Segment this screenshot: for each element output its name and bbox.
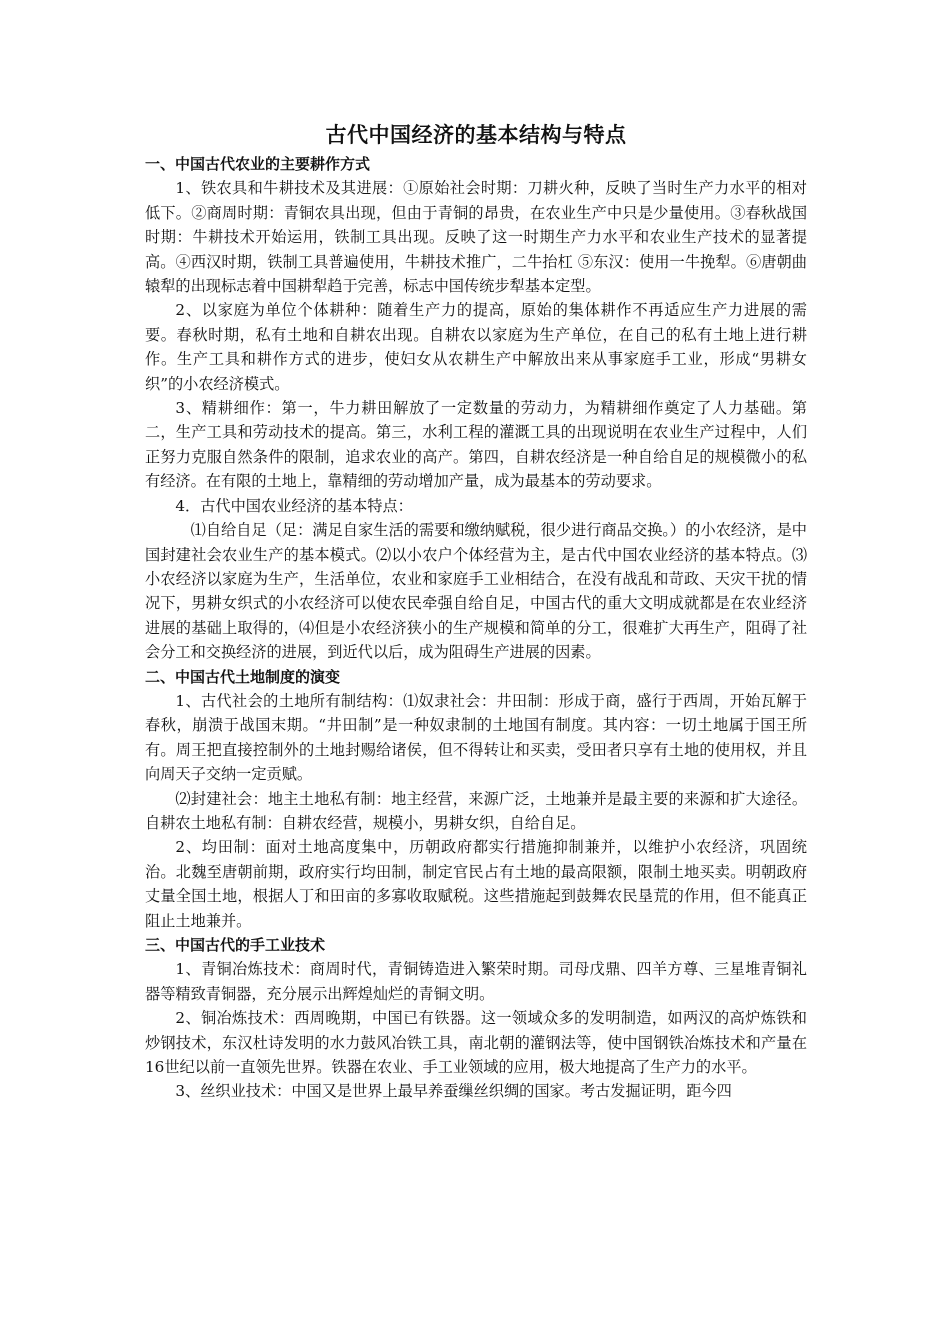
paragraph: ⑵封建社会：地主土地私有制：地主经营，来源广泛，土地兼并是最主要的来源和扩大途径。自耕农土地私有制：自耕农经营，规模小，男耕女织，自给自足。 (145, 789, 807, 832)
paragraph: 3、丝织业技术：中国又是世界上最早养蚕缫丝织绸的国家。考古发掘证明，距今四 (175, 1082, 732, 1101)
paragraph: ⑴自给自足（足：满足自家生活的需要和缴纳赋税，很少进行商品交换。）的小农经济，是中国封建社会农业生产的基本模式。⑵以小农户个体经营为主，是古代中国农业经济的基本特点。⑶小农经济以家庭为生产，生活单位，农业和家庭手工业相结合，在没有战乱和苛政、天灾干扰的情况下，男耕女织式的小农经济可以使农民牵强自给自足，中国古代的重大文明成就都是在农业经济进展的基础上取得的，⑷但是小农经济狭小的生产规模和简单的分工，很难扩大再生产，阻碍了社会分工和交换经济的进展，到近代以后，成为阻碍生产进展的因素。 (145, 521, 807, 662)
paragraph: 2、以家庭为单位个体耕种：随着生产力的提高，原始的集体耕作不再适应生产力进展的需要。春秋时期，私有土地和自耕农出现。自耕农以家庭为生产单位，在自己的私有土地上进行耕作。生产工具和耕作方式的进步，使妇女从农耕生产中解放出来从事家庭手工业，形成“男耕女织”的小农经济模式。 (145, 301, 807, 393)
paragraph: 3、精耕细作：第一，牛力耕田解放了一定数量的劳动力，为精耕细作奠定了人力基础。第二，生产工具和劳动技术的提高。第三，水利工程的灌溉工具的出现说明在农业生产过程中，人们正努力克服自然条件的限制，追求农业的高产。第四，自耕农经济是一种自给自足的规模微小的私有经济。在有限的土地上，靠精细的劳动增加产量，成为最基本的劳动要求。 (145, 399, 807, 491)
section-heading-agriculture: 一、中国古代农业的主要耕作方式 (145, 155, 371, 173)
paragraph: 1、古代社会的土地所有制结构：⑴奴隶社会：井田制：形成于商，盛行于西周，开始瓦解于春秋，崩溃于战国末期。“井田制”是一种奴隶制的土地国有制度。其内容：一切土地属于国王所有。周王把直接控制外的土地封赐给诸侯，但不得转让和买卖，受田者只享有土地的使用权，并且向周天子交纳一定贡赋。 (145, 691, 807, 784)
paragraph: 2、铜冶炼技术：西周晚期，中国已有铁器。这一领域众多的发明制造，如两汉的高炉炼铁和炒钢技术，东汉杜诗发明的水力鼓风冶铁工具，南北朝的灌钢法等，使中国钢铁冶炼技术和产量在16世纪以前一直领先世界。铁器在农业、手工业领域的应用，极大地提高了生产力的水平。 (145, 1009, 807, 1077)
section-heading-handicraft: 三、中国古代的手工业技术 (145, 936, 326, 954)
document-page (145, 120, 807, 1104)
section-heading-land-system: 二、中国古代土地制度的演变 (145, 667, 341, 686)
paragraph: 4．古代中国农业经济的基本特点： (175, 496, 413, 515)
paragraph: 1、青铜冶炼技术：商周时代，青铜铸造进入繁荣时期。司母戊鼎、四羊方尊、三星堆青铜礼器等精致青铜器，充分展示出辉煌灿烂的青铜文明。 (145, 960, 807, 1003)
document-title: 古代中国经济的基本结构与特点 (325, 122, 627, 147)
paragraph: 1、铁农具和牛耕技术及其进展：①原始社会时期：刀耕火种，反映了当时生产力水平的相对低下。②商周时期：青铜农具出现，但由于青铜的昂贵，在农业生产中只是少量使用。③春秋战国时期：牛耕技术开始运用，铁制工具出现。反映了这一时期生产力水平和农业生产技术的显著提高。④西汉时期，铁制工具普遍使用，牛耕技术推广，二牛抬杠 ⑤东汉：使用一牛挽犁。⑥唐朝曲辕犁的出现标志着中国耕犁趋于完善，标志中国传统步犁基本定型。 (145, 179, 807, 296)
paragraph: 2、均田制：面对土地高度集中，历朝政府都实行措施抑制兼并，以维护小农经济，巩固统治。北魏至唐朝前期，政府实行均田制，制定官民占有土地的最高限额，限制土地买卖。明朝政府丈量全国土地，根据人丁和田亩的多寡收取赋税。这些措施起到鼓舞农民垦荒的作用，但不能真正阻止土地兼并。 (145, 838, 807, 930)
